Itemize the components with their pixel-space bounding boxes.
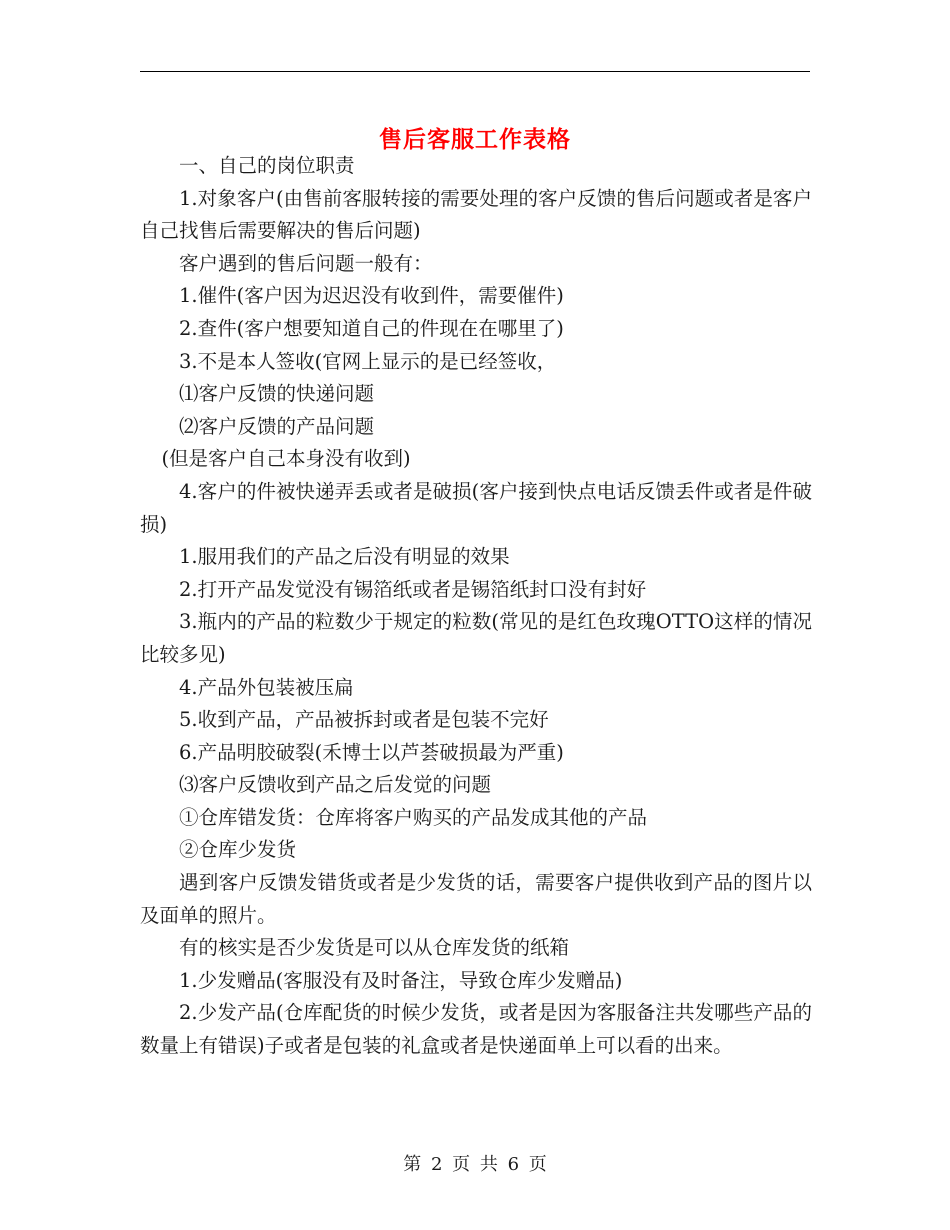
paragraph: 6.产品明胶破裂(禾博士以芦荟破损最为严重) bbox=[179, 740, 564, 764]
paragraph: 1.对象客户(由售前客服转接的需要处理的客户反馈的售后问题或者是客户自己找售后需要解决的售后问题) bbox=[140, 186, 812, 243]
paragraph: 4.客户的件被快递弄丢或者是破损(客户接到快点电话反馈丢件或者是件破损) bbox=[140, 479, 812, 536]
paragraph: 客户遇到的售后问题一般有： bbox=[179, 251, 433, 275]
paragraph: ②仓库少发货 bbox=[179, 838, 297, 862]
paragraph: (但是客户自己本身没有收到) bbox=[161, 447, 411, 471]
paragraph: ⑶客户反馈收到产品之后发觉的问题 bbox=[179, 773, 492, 797]
paragraph: 1.催件(客户因为迟迟没有收到件，需要催件) bbox=[179, 284, 564, 308]
paragraph: 遇到客户反馈发错货或者是少发货的话，需要客户提供收到产品的图片以及面单的照片。 bbox=[140, 871, 812, 927]
paragraph: 3.瓶内的产品的粒数少于规定的粒数(常见的是红色玫瑰OTTO这样的情况比较多见) bbox=[140, 610, 812, 666]
paragraph: 3.不是本人签收(官网上显示的是已经签收， bbox=[179, 349, 557, 373]
paragraph: 有的核实是否少发货是可以从仓库发货的纸箱 bbox=[179, 936, 570, 960]
paragraph: 5.收到产品，产品被拆封或者是包装不完好 bbox=[179, 708, 549, 732]
paragraph: ⑴客户反馈的快递问题 bbox=[179, 382, 375, 406]
document-title: 售后客服工作表格 bbox=[379, 126, 571, 154]
paragraph: 一、自己的岗位职责 bbox=[179, 154, 355, 177]
paragraph: ①仓库错发货：仓库将客户购买的产品发成其他的产品 bbox=[179, 805, 648, 829]
paragraph: 2.少发产品(仓库配货的时候少发货，或者是因为客服备注共发哪些产品的数量上有错误)子或者是包装的礼盒或者是快递面单上可以看的出来。 bbox=[140, 1001, 812, 1058]
document-body bbox=[140, 150, 812, 1063]
header-rule bbox=[140, 71, 810, 72]
page-number-footer: 第 2 页 共 6 页 bbox=[403, 1154, 547, 1175]
paragraph: ⑵客户反馈的产品问题 bbox=[179, 414, 375, 438]
paragraph: 2.查件(客户想要知道自己的件现在在哪里了) bbox=[179, 316, 564, 340]
paragraph: 1.少发赠品(客服没有及时备注，导致仓库少发赠品) bbox=[179, 968, 623, 992]
paragraph: 4.产品外包装被压扁 bbox=[179, 675, 354, 699]
paragraph: 2.打开产品发觉没有锡箔纸或者是锡箔纸封口没有封好 bbox=[179, 577, 647, 601]
paragraph: 1.服用我们的产品之后没有明显的效果 bbox=[179, 545, 510, 569]
